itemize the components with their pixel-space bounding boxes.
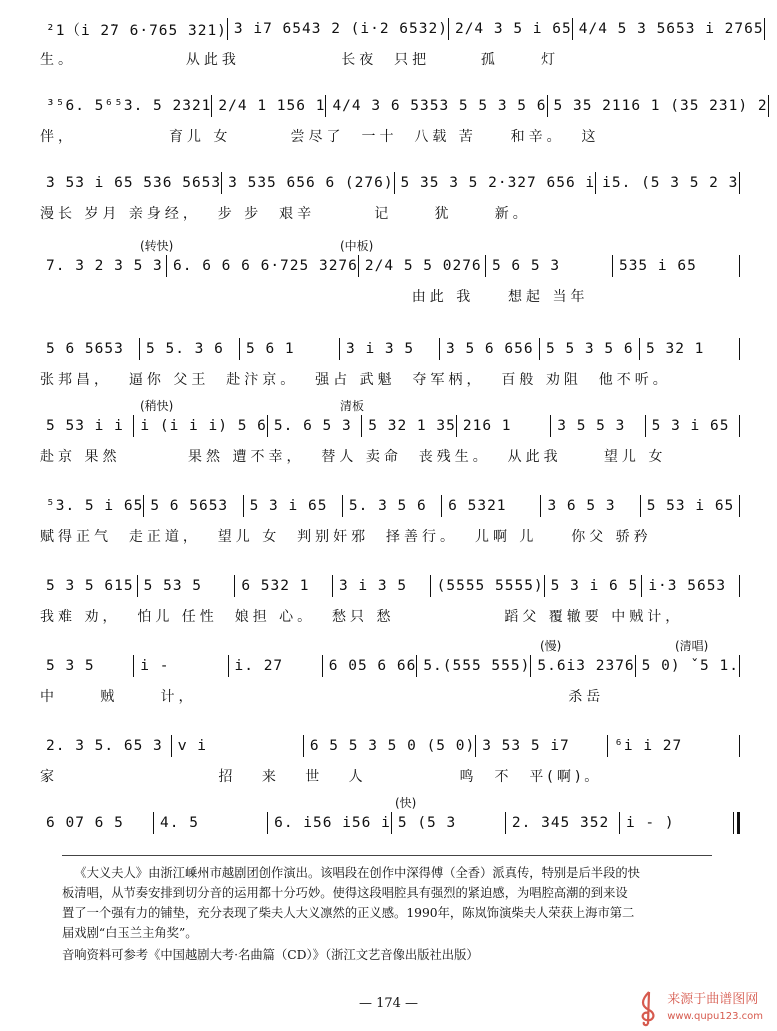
measure: 6. 6 6 6 6·725 3276 bbox=[173, 258, 358, 274]
measure: 3 53 i 65 536 5653 bbox=[46, 175, 222, 191]
barline bbox=[764, 18, 765, 40]
measure: 3 5 5 3 bbox=[557, 418, 626, 434]
measure: 5 5 3 5 6 bbox=[546, 341, 634, 357]
measure: 4/4 5 3 5653 i 2765 bbox=[578, 21, 764, 37]
barline bbox=[768, 95, 769, 117]
measure: ²1（i 2̇7 6·765 321) bbox=[46, 22, 227, 39]
page-number: — 174 — bbox=[358, 996, 419, 1011]
notation-row bbox=[40, 735, 740, 757]
measure: 2. 3 5. 65 3 bbox=[46, 738, 163, 754]
measure: 3 535 656 6 (276) bbox=[228, 175, 394, 191]
measure: 5 53 i 65 bbox=[646, 498, 735, 514]
measure: 5 6 5653 bbox=[46, 341, 124, 357]
caption bbox=[62, 863, 722, 965]
score-system bbox=[40, 495, 740, 545]
measure: 5 3 i 65 bbox=[651, 418, 730, 434]
notation-row bbox=[40, 575, 740, 597]
caption-line: 置了一个强有力的铺垫，充分表现了柴夫人大义凛然的正义感。1990年，陈岚饰演柴夫人荣获上海市第二 bbox=[62, 906, 635, 920]
notation-row bbox=[40, 495, 740, 517]
measure: 3 5 6 656 bbox=[446, 341, 534, 357]
score-system bbox=[40, 172, 740, 222]
lyrics-row: 张邦昌， 逼你 父王 赴汴京。 强占 武魁 夺军柄， 百般 劝阻 他不听。 bbox=[40, 372, 671, 388]
measure: 3 i7 6543 2 (i·2 6532) bbox=[233, 21, 448, 37]
measure: ⅴ i bbox=[177, 738, 207, 754]
score-system bbox=[40, 95, 768, 145]
measure: 2. 345 352 bbox=[511, 815, 610, 831]
measure: 3 i 3 5 bbox=[338, 578, 408, 594]
barline bbox=[739, 735, 740, 757]
barline bbox=[739, 172, 740, 194]
notation-row bbox=[40, 655, 740, 677]
measure: 5 6 5 3 bbox=[491, 258, 561, 274]
measure: 5.(555 555) bbox=[423, 658, 531, 674]
score-system bbox=[40, 338, 740, 388]
notation-row bbox=[40, 95, 768, 117]
score-system bbox=[40, 735, 740, 785]
measure: ³⁵6. 5⁶⁵3. 5 2321 bbox=[46, 98, 212, 114]
caption-divider bbox=[62, 855, 712, 856]
measure: i·3 5653 bbox=[648, 578, 727, 594]
measure: i - bbox=[140, 658, 170, 674]
measure: i (i i i) 5 6 bbox=[140, 418, 267, 434]
measure: 5 0) ˇ5 1. bbox=[641, 658, 739, 674]
lyrics-row: 赴京 果然 果然 遭不幸， 替人 卖命 丧残生。 从此我 望儿 女 bbox=[40, 449, 667, 465]
barline bbox=[739, 338, 740, 360]
caption-line: 届戏剧“白玉兰主角奖”。 bbox=[62, 926, 198, 940]
measure: 3 6 5 3 bbox=[547, 498, 616, 514]
measure: 4/4 3 6 5353 5 5 3 5 6 bbox=[332, 98, 547, 114]
tempo-mark: (快) bbox=[395, 796, 417, 810]
notation-row bbox=[40, 172, 740, 194]
measure: 5 35 2116 1 (35 231) 2 bbox=[553, 98, 768, 114]
lyrics-row: 由此 我 想起 当年 bbox=[40, 289, 589, 305]
tempo-mark: (慢) bbox=[540, 639, 562, 653]
measure: 5 53 i i bbox=[46, 418, 124, 434]
lyrics-row: 漫长 岁月 亲身经， 步 步 艰辛 记 犹 新。 bbox=[40, 206, 531, 222]
notation-row bbox=[40, 415, 740, 437]
measure: 5 5. 3 6 bbox=[146, 341, 224, 357]
measure: 5 6 1 bbox=[246, 341, 295, 357]
measure: 3 53 5 i7 bbox=[482, 738, 570, 754]
barline bbox=[739, 575, 740, 597]
score-system bbox=[40, 18, 764, 68]
barline bbox=[739, 415, 740, 437]
score-system bbox=[40, 399, 740, 465]
measure: 535 i 65 bbox=[618, 258, 697, 274]
measure: 6 532 1 bbox=[241, 578, 310, 594]
measure: 5 3 5 bbox=[46, 658, 95, 674]
tempo-mark: (中板) bbox=[340, 239, 374, 253]
lyrics-row: 家 招 来 世 人 鸣 不 平(啊)。 bbox=[40, 769, 603, 785]
lyrics-row: 赋得正气 走正道， 望儿 女 判别奸邪 择善行。 儿啊 儿 你父 骄矜 bbox=[40, 529, 652, 545]
tempo-mark: (转快) bbox=[140, 239, 174, 253]
measure: 5 53 5 bbox=[143, 578, 203, 594]
tempo-mark: 清板 bbox=[340, 399, 365, 413]
score-system bbox=[40, 239, 740, 305]
measure: 2/4 1 156 1 bbox=[218, 98, 326, 114]
measure: 4. 5 bbox=[160, 815, 199, 831]
measure: 6 07 6 5 bbox=[46, 815, 124, 831]
measure: 5.6i3 2376 bbox=[537, 658, 635, 674]
measure: 5 35 3 5 2·327 656 i bbox=[400, 175, 596, 191]
measure: i5. (5 3 5 2 3 bbox=[602, 175, 739, 191]
caption-line: 《大义夫人》由浙江嵊州市越剧团创作演出。该唱段在创作中深得傅（全香）派真传，特别是后半段的快 bbox=[74, 866, 640, 880]
notation-row bbox=[40, 255, 740, 277]
notation-row bbox=[40, 338, 740, 360]
measure: 5 6 5653 bbox=[150, 498, 229, 514]
watermark bbox=[635, 990, 763, 1026]
final-barline bbox=[733, 812, 740, 834]
tempo-mark: (稍快) bbox=[140, 399, 174, 413]
measure: 6 05 6 66 bbox=[328, 658, 417, 674]
measure: 5. 6 5 3 bbox=[273, 418, 352, 434]
measure: (5555 5555) bbox=[436, 578, 544, 594]
notation-row bbox=[40, 812, 740, 834]
lyrics-row: 生。 从此我 长夜 只把 孤 灯 bbox=[40, 52, 560, 68]
measure: 5 32 1 35 bbox=[368, 418, 456, 434]
watermark-title: 来源于曲谱图网 bbox=[667, 992, 759, 1007]
lyrics-row: 中 贼 计， 杀岳 bbox=[40, 689, 605, 705]
measure: 5 3 5 615 bbox=[46, 578, 134, 594]
barline bbox=[739, 255, 740, 277]
measure: 5 3 i 65 bbox=[249, 498, 328, 514]
measure: ⁵3. 5 i 65 bbox=[46, 498, 144, 514]
watermark-url: www.qupu123.com bbox=[667, 1011, 763, 1022]
measure: 3 i 3 5 bbox=[346, 341, 415, 357]
measure: i. 27 bbox=[234, 658, 284, 674]
measure: 216 1 bbox=[462, 418, 512, 434]
lyrics-row: 我难 劝， 怕儿 任性 娘担 心。 愁只 愁 蹈父 覆辙要 中贼计， bbox=[40, 609, 684, 625]
measure: 6 5321 bbox=[448, 498, 507, 514]
treble-clef-icon bbox=[635, 990, 661, 1026]
score-system bbox=[40, 575, 740, 625]
measure: 5 32 1 bbox=[646, 341, 705, 357]
barline bbox=[739, 655, 740, 677]
score-system bbox=[40, 639, 740, 705]
measure: i - ) bbox=[625, 815, 675, 831]
measure: 6 5 5 3 5 0 (5 0) bbox=[309, 738, 476, 754]
measure: 5 (5 3 bbox=[397, 815, 457, 831]
caption-line: 板清唱，从节奏安排到切分音的运用都十分巧妙。使得这段唱腔具有强烈的紧迫感，为唱腔高潮的到来设 bbox=[62, 886, 628, 900]
barline bbox=[739, 495, 740, 517]
measure: 2/4 5 5 0276 bbox=[364, 258, 482, 274]
measure: 6. i56 i56 i bbox=[274, 815, 391, 831]
notation-row bbox=[40, 18, 764, 40]
caption-reference: 音响资料可参考《中国越剧大考·名曲篇（CD）》（浙江文艺音像出版社出版） bbox=[62, 948, 479, 962]
measure: 5. 3 5 6 bbox=[348, 498, 427, 514]
measure: ⁶i i 27 bbox=[614, 738, 683, 754]
tempo-mark: (清唱) bbox=[675, 639, 709, 653]
measure: 5 3 i 6 5 bbox=[550, 578, 639, 594]
measure: 2/4 3 5 i 65 bbox=[454, 21, 572, 37]
lyrics-row: 伴， 育儿 女 尝尽了 一十 八载 苦 和辛。 这 bbox=[40, 129, 600, 145]
measure: 7. 3 2 3 5 3 bbox=[46, 258, 163, 274]
